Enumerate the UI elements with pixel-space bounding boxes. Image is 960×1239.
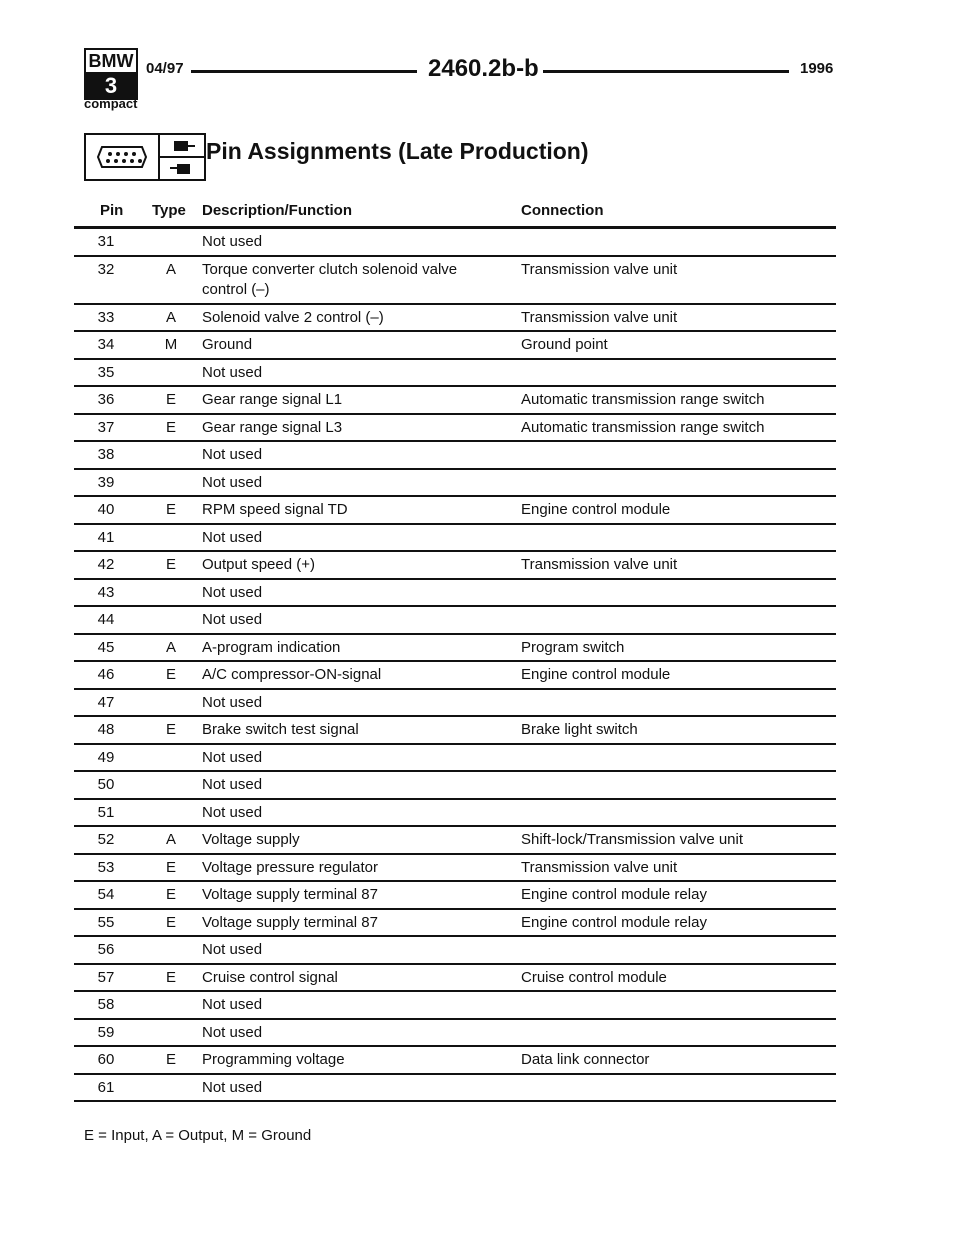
header-pin: Pin: [100, 202, 124, 219]
pin-connection: Cruise control module: [521, 968, 667, 986]
table-row: [74, 257, 836, 305]
pin-table: [74, 229, 836, 1102]
pin-description: RPM speed signal TD: [202, 501, 348, 518]
header-connection: Connection: [521, 202, 604, 219]
pin-description: Torque converter clutch solenoid valve: [202, 260, 458, 278]
table-row: [74, 910, 836, 938]
pin-description: Not used: [202, 693, 263, 711]
pin-connection: Engine control module: [521, 666, 671, 683]
document-code: 2460.2b-b: [428, 55, 539, 82]
table-row: [74, 470, 836, 498]
header-rule-left: [191, 70, 417, 73]
pin-number: 38: [97, 446, 115, 463]
pin-number: 40: [97, 501, 115, 518]
pin-description-line2: control (–): [202, 280, 270, 298]
table-row: [74, 992, 836, 1020]
table-row: [74, 580, 836, 608]
pin-number: 48: [97, 721, 115, 738]
pin-number: 54: [97, 886, 115, 903]
pin-type: E: [165, 556, 176, 573]
pin-number: 47: [97, 693, 115, 711]
pin-connection: Engine control module: [521, 501, 671, 518]
table-row: [74, 690, 836, 718]
table-row: [74, 552, 836, 580]
connector-icon: [86, 135, 160, 179]
table-row: [74, 525, 836, 553]
pin-number: 36: [97, 391, 115, 408]
pin-number: 39: [97, 473, 115, 491]
pin-type: E: [165, 858, 176, 876]
pin-connection: Brake light switch: [521, 721, 638, 738]
pin-number: 44: [97, 611, 115, 628]
section-title: Pin Assignments (Late Production): [206, 138, 589, 164]
logo-brand: BMW: [84, 48, 138, 74]
pin-connection: Ground point: [521, 336, 608, 353]
pin-connection: Transmission valve unit: [521, 556, 678, 573]
table-row: [74, 1047, 836, 1075]
pin-number: 41: [97, 528, 115, 546]
table-row: [74, 882, 836, 910]
pin-description: Voltage supply terminal 87: [202, 913, 378, 931]
pin-description: Voltage supply: [202, 831, 300, 848]
pin-description: Not used: [202, 611, 263, 628]
pin-description: Not used: [202, 583, 263, 601]
pin-connection: Transmission valve unit: [521, 260, 678, 278]
pin-connection: Automatic transmission range switch: [521, 391, 765, 408]
pin-type: E: [165, 418, 176, 436]
pin-number: 61: [97, 1078, 115, 1096]
pin-number: 37: [97, 418, 115, 436]
pin-description: Output speed (+): [202, 556, 315, 573]
pin-number: 59: [97, 1023, 115, 1041]
pin-description: Voltage pressure regulator: [202, 858, 378, 876]
table-header: [0, 202, 960, 226]
bmw-3-logo: [84, 48, 138, 98]
table-row: [74, 937, 836, 965]
header-year: 1996: [800, 60, 834, 77]
pin-connection: Shift-lock/Transmission valve unit: [521, 831, 744, 848]
logo-series: 3: [84, 74, 138, 100]
table-row: [74, 497, 836, 525]
pin-number: 45: [97, 638, 115, 656]
pin-description: Voltage supply terminal 87: [202, 886, 378, 903]
pin-description: Not used: [202, 1023, 263, 1041]
pin-number: 56: [97, 941, 115, 958]
table-row: [74, 607, 836, 635]
pin-description: Brake switch test signal: [202, 721, 359, 738]
pin-type: M: [164, 336, 178, 353]
pin-number: 42: [97, 556, 115, 573]
pin-type: E: [165, 721, 176, 738]
table-row: [74, 965, 836, 993]
pin-type: A: [165, 638, 176, 656]
pin-type: E: [165, 968, 176, 986]
pin-connection: Engine control module relay: [521, 913, 707, 931]
pin-connection: Engine control module relay: [521, 886, 707, 903]
pin-description: Not used: [202, 748, 263, 766]
header-rule-right: [543, 70, 789, 73]
pin-connection: Program switch: [521, 638, 625, 656]
table-row: [74, 1020, 836, 1048]
pin-number: 32: [97, 260, 115, 278]
pin-type: E: [165, 666, 176, 683]
table-row: [74, 332, 836, 360]
pin-description: Programming voltage: [202, 1051, 345, 1068]
pin-description: A/C compressor-ON-signal: [202, 666, 382, 683]
pin-description: Ground: [202, 336, 253, 353]
pin-description: Not used: [202, 233, 263, 250]
plug-pins-icon: [160, 135, 204, 179]
logo-subtitle: compact: [84, 96, 138, 111]
pin-description: Not used: [202, 996, 263, 1013]
table-row: [74, 800, 836, 828]
pin-number: 35: [97, 363, 115, 381]
pin-number: 55: [97, 913, 115, 931]
pin-number: 49: [97, 748, 115, 766]
pin-number: 50: [97, 776, 115, 793]
table-row: [74, 717, 836, 745]
table-row: [74, 415, 836, 443]
pin-number: 33: [97, 308, 115, 326]
table-row: [74, 635, 836, 663]
legend: E = Input, A = Output, M = Ground: [84, 1127, 312, 1144]
table-row: [74, 855, 836, 883]
table-row: [74, 745, 836, 773]
header-date: 04/97: [146, 60, 184, 77]
pin-type: E: [165, 501, 176, 518]
table-row: [74, 442, 836, 470]
pin-number: 57: [97, 968, 115, 986]
pin-number: 46: [97, 666, 115, 683]
pin-description: Not used: [202, 776, 263, 793]
pin-number: 58: [97, 996, 115, 1013]
pin-number: 53: [97, 858, 115, 876]
pin-description: Not used: [202, 446, 263, 463]
pin-description: Not used: [202, 473, 263, 491]
pin-description: Not used: [202, 803, 263, 821]
pin-type: A: [165, 308, 176, 326]
pin-number: 43: [97, 583, 115, 601]
table-row: [74, 305, 836, 333]
table-row: [74, 229, 836, 257]
pin-type: E: [165, 1051, 176, 1068]
pin-type: A: [165, 831, 176, 848]
pin-connection: Transmission valve unit: [521, 308, 678, 326]
pin-connection: Transmission valve unit: [521, 858, 678, 876]
pin-description: Not used: [202, 528, 263, 546]
pin-description: A-program indication: [202, 638, 341, 656]
pin-number: 60: [97, 1051, 115, 1068]
header-description: Description/Function: [202, 202, 352, 219]
pin-description: Gear range signal L1: [202, 391, 343, 408]
pin-description: Not used: [202, 1078, 263, 1096]
table-row: [74, 360, 836, 388]
pin-type: E: [165, 886, 176, 903]
pin-description: Solenoid valve 2 control (–): [202, 308, 384, 326]
header-type: Type: [152, 202, 186, 219]
pin-type: E: [165, 913, 176, 931]
table-row: [74, 387, 836, 415]
pin-description: Not used: [202, 363, 263, 381]
pin-number: 52: [97, 831, 115, 848]
pin-description: Gear range signal L3: [202, 418, 343, 436]
section-icons: [84, 133, 206, 181]
pin-connection: Automatic transmission range switch: [521, 418, 765, 436]
table-row: [74, 662, 836, 690]
pin-number: 34: [97, 336, 115, 353]
pin-connection: Data link connector: [521, 1051, 650, 1068]
pin-description: Cruise control signal: [202, 968, 338, 986]
pin-description: Not used: [202, 941, 263, 958]
table-row: [74, 827, 836, 855]
pin-type: A: [165, 260, 176, 278]
table-row: [74, 772, 836, 800]
pin-number: 31: [97, 233, 115, 250]
table-row: [74, 1075, 836, 1103]
pin-number: 51: [97, 803, 115, 821]
pin-type: E: [165, 391, 176, 408]
